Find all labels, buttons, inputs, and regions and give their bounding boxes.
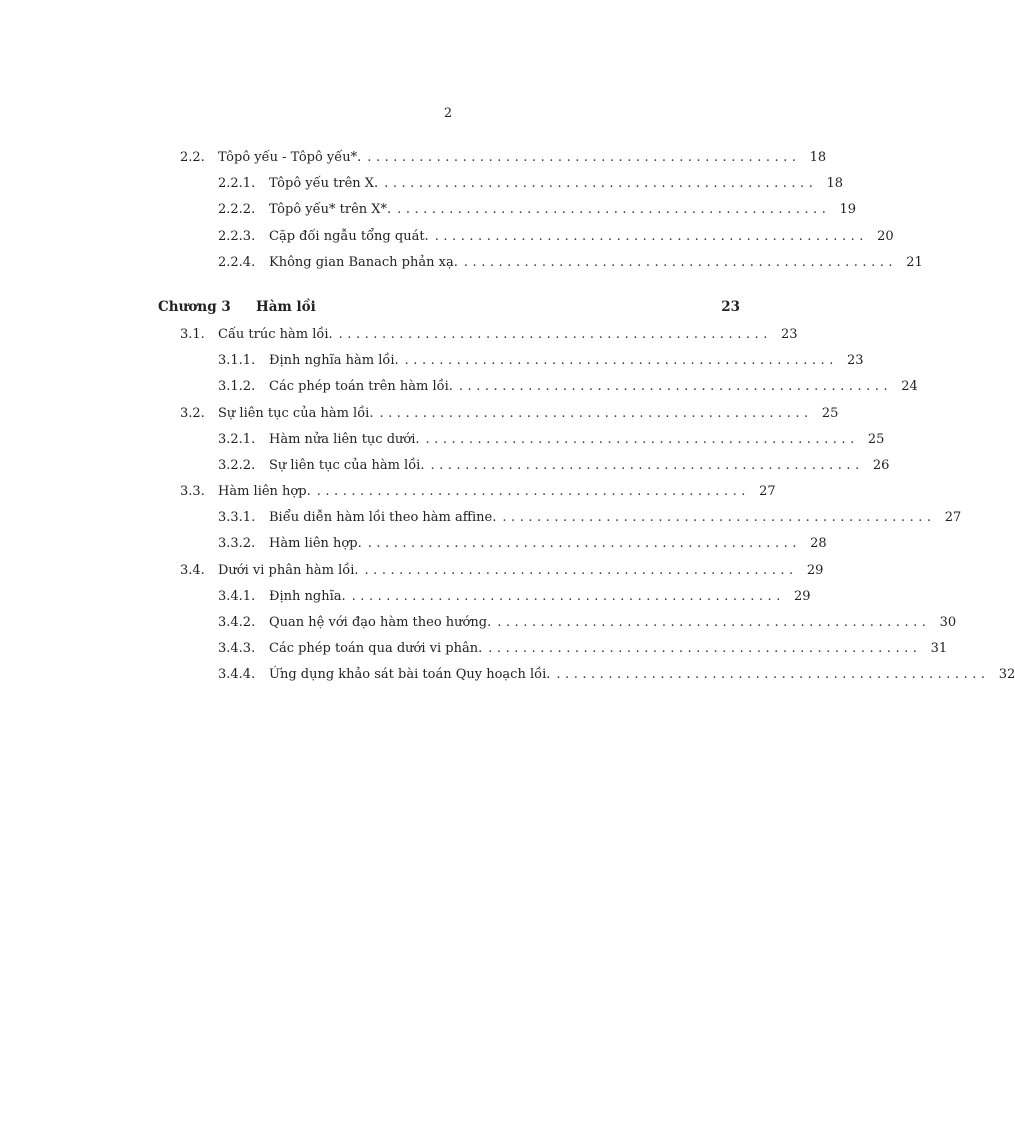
toc-group-chapter-3 (158, 322, 1015, 689)
toc-subsection-entry[interactable] (158, 636, 948, 662)
toc-subsection-entry[interactable] (158, 427, 885, 453)
toc-subsection-entry[interactable] (158, 662, 1015, 688)
toc-entry-page: 28 (810, 536, 827, 552)
toc-section-entry[interactable] (158, 322, 798, 348)
toc-entry-page: 32 (998, 667, 1015, 683)
toc-group-chapter-2 (158, 145, 923, 276)
toc-entry-number: 2.2.4. (218, 254, 256, 270)
toc-leader-dots: . . . . . . . . . . . . . . . . . . . . . . . . . . . . . . . . . . . . . . . . . . . . . . . . . . (338, 326, 768, 342)
toc-leader-dots: . . . . . . . . . . . . . . . . . . . . . . . . . . . . . . . . . . . . . . . . . . . . . . . . . . (556, 667, 986, 683)
toc-entry-number: 3.3.1. (218, 510, 256, 526)
toc-subsection-entry[interactable] (158, 374, 918, 400)
toc-entry-title: Không gian Banach phản xạ. (269, 254, 458, 270)
toc-entry-page: 18 (809, 150, 827, 165)
toc-leader-dots: . . . . . . . . . . . . . . . . . . . . . . . . . . . . . . . . . . . . . . . . . . . . . . . . . . (488, 641, 918, 657)
toc-subsection-entry[interactable] (158, 171, 844, 197)
toc-entry-title: Ứng dụng khảo sát bài toán Quy hoạch lồi. (269, 667, 551, 683)
toc-entry-page: 20 (877, 228, 894, 244)
toc-leader-dots: . . . . . . . . . . . . . . . . . . . . . . . . . . . . . . . . . . . . . . . . . . . . . . . . . . (463, 254, 893, 270)
toc-subsection-entry[interactable] (158, 610, 957, 636)
toc-entry-number: 3.2.1. (218, 431, 256, 447)
toc-entry-number: 3.4.4. (218, 667, 256, 683)
toc-leader-dots: . . . . . . . . . . . . . . . . . . . . . . . . . . . . . . . . . . . . . . . . . . . . . . . . . . (497, 615, 927, 630)
toc-section-entry[interactable] (158, 558, 824, 584)
page-number: 2 (443, 106, 453, 121)
toc-subsection-entry[interactable] (158, 505, 962, 531)
toc-entry-page: 24 (901, 379, 918, 395)
toc-leader-dots: . . . . . . . . . . . . . . . . . . . . . . . . . . . . . . . . . . . . . . . . . . . . . . . . . . (367, 536, 797, 552)
toc-entry-title: Hàm liên hợp. (218, 484, 311, 500)
toc-entry-title: Định nghĩa hàm lồi. (269, 353, 399, 369)
toc-entry-page: 25 (867, 431, 885, 447)
toc-entry-title: Cấu trúc hàm lồi. (218, 326, 333, 342)
toc-entry-number: 3.2.2. (218, 457, 256, 473)
toc-entry-title: Tôpô yếu - Tôpô yếu*. (218, 150, 362, 165)
toc-entry-page: 27 (944, 510, 962, 526)
toc-leader-dots: . . . . . . . . . . . . . . . . . . . . . . . . . . . . . . . . . . . . . . . . . . . . . . . . . . (430, 457, 860, 473)
toc-subsection-entry[interactable] (158, 453, 890, 479)
toc-entry-title: Các phép toán trên hàm lồi. (269, 379, 453, 395)
toc-entry-number: 3.2. (180, 405, 205, 421)
toc-subsection-entry[interactable] (158, 250, 923, 276)
toc-section-entry[interactable] (158, 401, 839, 427)
toc-leader-dots: . . . . . . . . . . . . . . . . . . . . . . . . . . . . . . . . . . . . . . . . . . . . . . . . . . (404, 353, 834, 369)
toc-entry-title: Hàm nửa liên tục dưới. (269, 431, 420, 447)
table-of-contents (158, 145, 1015, 689)
toc-entry-page: 18 (826, 176, 844, 192)
toc-entry-number: 2.2. (180, 150, 205, 165)
toc-entry-page: 29 (806, 562, 824, 578)
toc-entry-number: 3.4.1. (218, 588, 256, 604)
toc-entry-title: Các phép toán qua dưới vi phân. (269, 641, 483, 657)
toc-entry-page: 26 (872, 457, 890, 473)
toc-section-entry[interactable] (158, 145, 827, 171)
toc-entry-title: Hàm liên hợp. (269, 536, 362, 552)
toc-entry-number: 2.2.2. (218, 202, 256, 218)
chapter-label: Chương 3 (158, 298, 231, 315)
toc-leader-dots: . . . . . . . . . . . . . . . . . . . . . . . . . . . . . . . . . . . . . . . . . . . . . . . . . . (425, 431, 855, 447)
toc-leader-dots: . . . . . . . . . . . . . . . . . . . . . . . . . . . . . . . . . . . . . . . . . . . . . . . . . . (351, 588, 781, 604)
toc-entry-title: Tôpô yếu trên X. (269, 176, 379, 192)
toc-subsection-entry[interactable] (158, 224, 894, 250)
toc-entry-number: 3.1. (180, 326, 205, 342)
toc-leader-dots: . . . . . . . . . . . . . . . . . . . . . . . . . . . . . . . . . . . . . . . . . . . . . . . . . . (364, 562, 794, 578)
toc-entry-page: 27 (759, 484, 776, 500)
chapter-title: Hàm lồi (256, 298, 316, 315)
toc-entry-number: 3.1.2. (218, 379, 256, 395)
toc-entry-page: 30 (939, 615, 957, 630)
toc-subsection-entry[interactable] (158, 531, 827, 557)
toc-entry-page: 29 (794, 588, 811, 604)
toc-entry-page: 21 (906, 254, 923, 270)
toc-entry-title: Tôpô yếu* trên X*. (269, 202, 392, 218)
toc-entry-number: 3.4. (180, 562, 205, 578)
toc-entry-page: 19 (839, 202, 857, 218)
toc-entry-number: 2.2.1. (218, 176, 256, 192)
toc-entry-title: Sự liên tục của hàm lồi. (269, 457, 425, 473)
toc-entry-title: Biểu diễn hàm lồi theo hàm affine. (269, 510, 497, 526)
toc-leader-dots: . . . . . . . . . . . . . . . . . . . . . . . . . . . . . . . . . . . . . . . . . . . . . . . . . . (384, 176, 814, 192)
toc-leader-dots: . . . . . . . . . . . . . . . . . . . . . . . . . . . . . . . . . . . . . . . . . . . . . . . . . . (379, 405, 809, 421)
toc-entry-number: 3.4.2. (218, 615, 256, 630)
toc-entry-title: Dưới vi phân hàm lồi. (218, 562, 359, 578)
toc-subsection-entry[interactable] (158, 197, 857, 223)
toc-entry-title: Cặp đối ngẫu tổng quát. (269, 228, 429, 244)
toc-entry-page: 23 (781, 326, 798, 342)
toc-entry-number: 3.1.1. (218, 353, 256, 369)
chapter-page: 23 (721, 298, 740, 315)
toc-leader-dots: . . . . . . . . . . . . . . . . . . . . . . . . . . . . . . . . . . . . . . . . . . . . . . . . . . (316, 484, 746, 500)
toc-entry-number: 2.2.3. (218, 228, 256, 244)
toc-leader-dots: . . . . . . . . . . . . . . . . . . . . . . . . . . . . . . . . . . . . . . . . . . . . . . . . . . (397, 202, 827, 218)
toc-leader-dots: . . . . . . . . . . . . . . . . . . . . . . . . . . . . . . . . . . . . . . . . . . . . . . . . . . (458, 379, 888, 395)
toc-subsection-entry[interactable] (158, 584, 811, 610)
toc-entry-number: 3.3.2. (218, 536, 256, 552)
toc-entry-title: Định nghĩa. (269, 588, 346, 604)
toc-entry-number: 3.4.3. (218, 641, 256, 657)
toc-entry-page: 23 (846, 353, 864, 369)
toc-entry-title: Quan hệ với đạo hàm theo hướng. (269, 615, 492, 630)
toc-chapter-heading[interactable] (158, 292, 740, 322)
toc-leader-dots: . . . . . . . . . . . . . . . . . . . . . . . . . . . . . . . . . . . . . . . . . . . . . . . . . . (367, 150, 797, 165)
toc-section-entry[interactable] (158, 479, 776, 505)
toc-leader-dots: . . . . . . . . . . . . . . . . . . . . . . . . . . . . . . . . . . . . . . . . . . . . . . . . . . (502, 510, 932, 526)
toc-entry-title: Sự liên tục của hàm lồi. (218, 405, 374, 421)
toc-entry-page: 25 (821, 405, 839, 421)
toc-subsection-entry[interactable] (158, 348, 864, 374)
toc-leader-dots: . . . . . . . . . . . . . . . . . . . . . . . . . . . . . . . . . . . . . . . . . . . . . . . . . . (434, 228, 864, 244)
toc-entry-page: 31 (930, 641, 948, 657)
toc-entry-number: 3.3. (180, 484, 205, 500)
